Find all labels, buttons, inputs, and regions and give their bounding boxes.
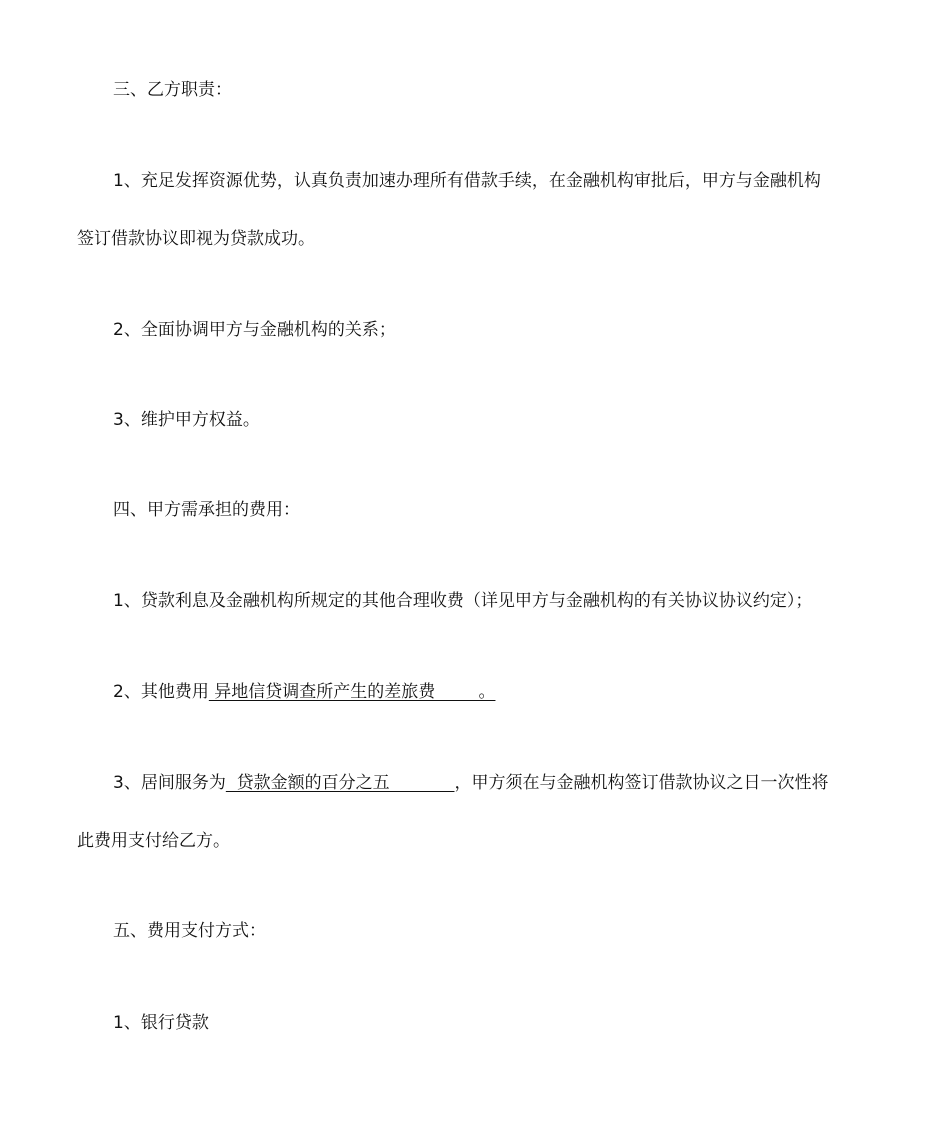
section-3-item-3: 3、维护甲方权益。 [113, 410, 260, 430]
section-4-item-3-line-1 [113, 771, 828, 795]
section-5-item-1: 1、银行贷款 [113, 1013, 209, 1033]
item-3-filled-value: 贷款金额的百分之五 [225, 773, 455, 793]
section-5-heading: 五、费用支付方式： [113, 921, 266, 941]
section-3-heading: 三、乙方职责： [113, 80, 232, 100]
section-3-item-1-line-2: 签订借款协议即视为贷款成功。 [77, 229, 315, 249]
section-3-item-1-line-1: 1、充足发挥资源优势，认真负责加速办理所有借款手续，在金融机构审批后，甲方与金融机构 [113, 171, 821, 191]
item-2-label: 2、其他费用 [113, 682, 209, 702]
section-4-heading: 四、甲方需承担的费用： [113, 500, 300, 520]
section-3-item-2: 2、全面协调甲方与金融机构的关系； [113, 320, 396, 340]
item-3-continuation: ，甲方须在与金融机构签订借款协议之日一次性将 [454, 773, 829, 793]
section-4-item-3-line-2: 此费用支付给乙方。 [77, 831, 230, 851]
section-4-item-1: 1、贷款利息及金融机构所规定的其他合理收费（详见甲方与金融机构的有关协议协议约定）； [113, 591, 813, 611]
item-3-label: 3、居间服务为 [113, 773, 226, 793]
item-2-filled-value: 异地信贷调查所产生的差旅费 。 [208, 682, 496, 702]
section-4-item-2 [113, 680, 495, 704]
